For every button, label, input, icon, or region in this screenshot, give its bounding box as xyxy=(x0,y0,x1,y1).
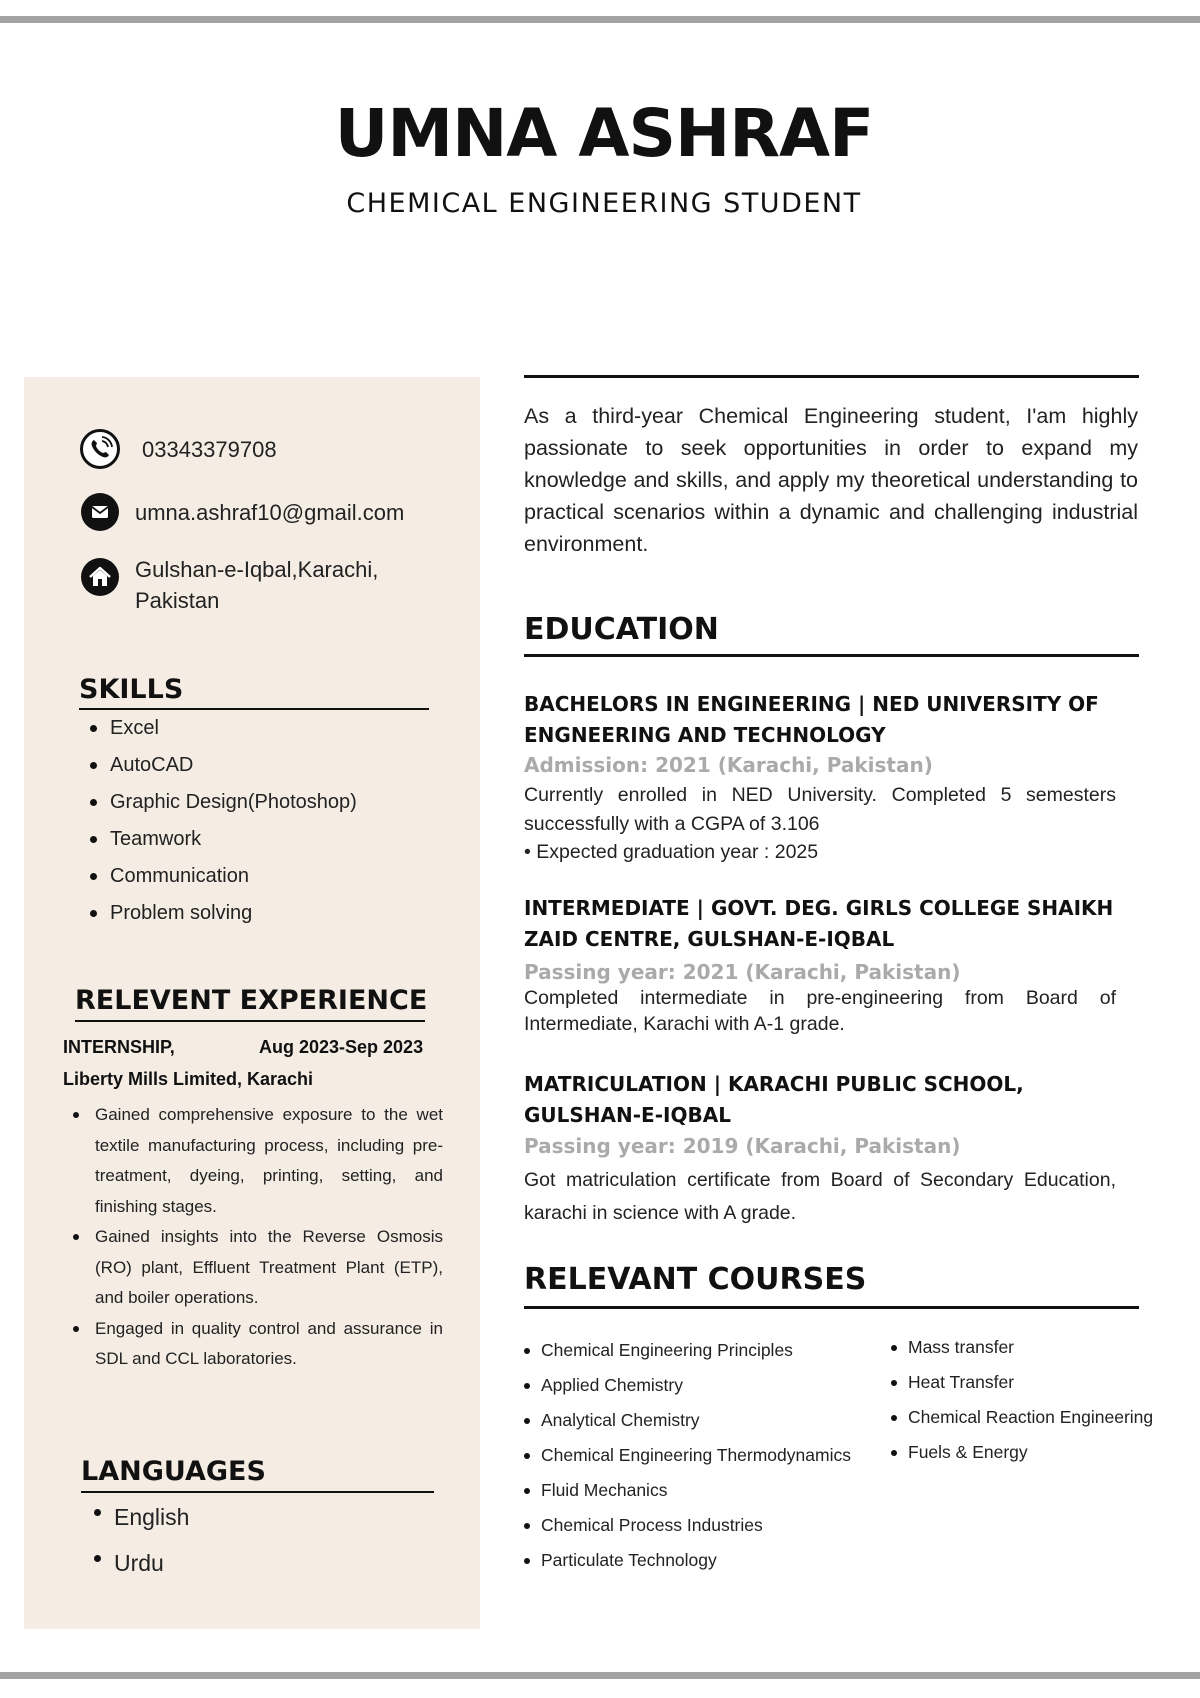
course-item: Fuels & Energy xyxy=(889,1435,1153,1470)
education-rule xyxy=(524,654,1139,657)
address-line-2: Pakistan xyxy=(135,588,220,613)
contact-email-row xyxy=(81,493,404,531)
edu-bachelors-title: BACHELORS IN ENGINEERING | NED UNIVERSITY OF ENGNEERING AND TECHNOLOGY xyxy=(524,692,1099,747)
skill-item: Communication xyxy=(80,858,357,895)
course-item: Chemical Process Industries xyxy=(522,1508,851,1543)
experience-bullet: Gained comprehensive exposure to the wet textile manufacturing process, including pre-treatment, dyeing, printing, setting, and finishing stages. xyxy=(70,1100,443,1222)
edu-matric-desc: Got matriculation certificate from Board of Secondary Education, karachi in science with A grade. xyxy=(524,1169,1116,1224)
edu-intermediate-title: INTERMEDIATE | GOVT. DEG. GIRLS COLLEGE SHAIKH ZAID CENTRE, GULSHAN-E-IQBAL xyxy=(524,896,1114,951)
candidate-name: UMNA ASHRAF xyxy=(334,95,874,172)
course-item: Chemical Engineering Thermodynamics xyxy=(522,1438,851,1473)
home-icon xyxy=(81,558,119,596)
skill-item: Teamwork xyxy=(80,821,357,858)
course-item: Chemical Engineering Principles xyxy=(522,1333,851,1368)
bottom-border xyxy=(0,1672,1200,1679)
edu-intermediate-meta: Passing year: 2021 (Karachi, Pakistan) xyxy=(524,960,961,984)
address-line-1: Gulshan-e-Iqbal,Karachi, xyxy=(135,557,379,582)
skill-item: Problem solving xyxy=(80,895,357,932)
skill-item: Excel xyxy=(80,710,357,747)
course-item: Analytical Chemistry xyxy=(522,1403,851,1438)
experience-bullet: Engaged in quality control and assurance in SDL and CCL laboratories. xyxy=(70,1314,443,1375)
candidate-title: CHEMICAL ENGINEERING STUDENT xyxy=(346,188,862,219)
contact-phone-row xyxy=(80,429,277,469)
courses-column-2 xyxy=(889,1330,1153,1470)
skill-item: AutoCAD xyxy=(80,747,357,784)
experience-bullet: Gained insights into the Reverse Osmosis (RO) plant, Effluent Treatment Plant (ETP), and boiler operations. xyxy=(70,1222,443,1314)
email-address[interactable]: umna.ashraf10@gmail.com xyxy=(135,499,405,525)
courses-rule xyxy=(524,1306,1139,1309)
course-item: Fluid Mechanics xyxy=(522,1473,851,1508)
language-item: Urdu xyxy=(84,1540,189,1586)
skills-list xyxy=(80,710,357,932)
email-icon xyxy=(81,493,119,531)
internship-dates: Aug 2023-Sep 2023 xyxy=(259,1037,424,1057)
language-item: English xyxy=(84,1494,189,1540)
skill-item: Graphic Design(Photoshop) xyxy=(80,784,357,821)
internship-role: INTERNSHIP, xyxy=(63,1037,175,1057)
experience-bullets xyxy=(70,1100,443,1375)
address xyxy=(135,554,378,616)
course-item: Applied Chemistry xyxy=(522,1368,851,1403)
experience-heading: RELEVENT EXPERIENCE xyxy=(75,985,428,1016)
languages-list xyxy=(84,1494,189,1586)
edu-intermediate-desc: Completed intermediate in pre-engineering from Board of Intermediate, Karachi with A-1 grade. xyxy=(524,987,1116,1035)
phone-number[interactable]: 03343379708 xyxy=(142,436,277,462)
skills-heading: SKILLS xyxy=(79,674,184,705)
edu-bachelors-meta: Admission: 2021 (Karachi, Pakistan) xyxy=(524,753,933,777)
experience-rule xyxy=(75,1020,425,1022)
courses-column-1 xyxy=(522,1333,851,1578)
top-border xyxy=(0,16,1200,23)
internship-company: Liberty Mills Limited, Karachi xyxy=(63,1069,314,1089)
internship-header xyxy=(63,1037,443,1058)
course-item: Particulate Technology xyxy=(522,1543,851,1578)
course-item: Chemical Reaction Engineering xyxy=(889,1400,1153,1435)
edu-matric-title: MATRICULATION | KARACHI PUBLIC SCHOOL, GULSHAN-E-IQBAL xyxy=(524,1072,1024,1127)
education-heading: EDUCATION xyxy=(524,612,719,647)
course-item: Heat Transfer xyxy=(889,1365,1153,1400)
languages-heading: LANGUAGES xyxy=(81,1456,266,1487)
phone-icon xyxy=(80,429,120,469)
summary-rule xyxy=(524,375,1139,378)
courses-heading: RELEVANT COURSES xyxy=(524,1262,867,1297)
languages-rule xyxy=(81,1491,434,1493)
summary-text: As a third-year Chemical Engineering student, I'am highly passionate to seek opportunities in order to expand my knowledge and skills, and apply my theoretical understanding to practical scenarios within a dynamic and challenging industrial environment. xyxy=(524,404,1138,556)
edu-matric-meta: Passing year: 2019 (Karachi, Pakistan) xyxy=(524,1134,961,1158)
course-item: Mass transfer xyxy=(889,1330,1153,1365)
edu-bachelors-desc: Currently enrolled in NED University. Completed 5 semesters successfully with a CGPA of 3.106 xyxy=(524,784,1116,835)
contact-address-row xyxy=(81,554,378,616)
edu-bachelors-extra: • Expected graduation year : 2025 xyxy=(524,841,819,863)
